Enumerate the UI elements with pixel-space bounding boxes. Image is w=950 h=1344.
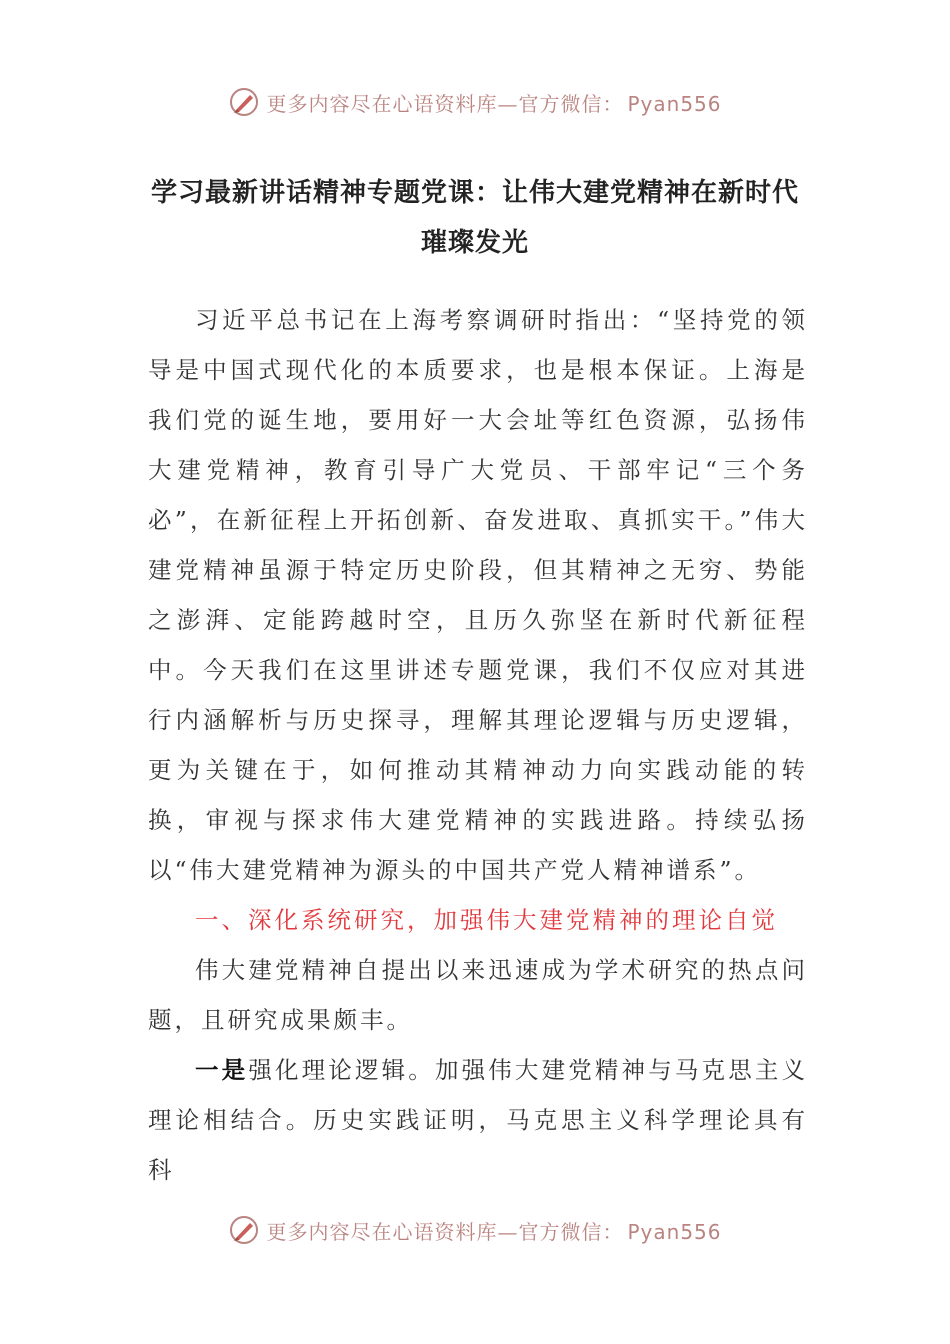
point-one-text: 强化理论逻辑。加强伟大建党精神与马克思主义理论相结合。历史实践证明，马克思主义科学理论具有科 xyxy=(148,1056,809,1184)
intro-paragraph: 习近平总书记在上海考察调研时指出：“坚持党的领导是中国式现代化的本质要求，也是根本保证。上海是我们党的诞生地，要用好一大会址等红色资源，弘扬伟大建党精神，教育引导广大党员、干部牢记“三个务必”，在新征程上开拓创新、奋发进取、真抓实干。”伟大建党精神虽源于特定历史阶段，但其精神之无穷、势能之澎湃、定能跨越时空，且历久弥坚在新时代新征程中。今天我们在这里讲述专题党课，我们不仅应对其进行内涵解析与历史探寻，理解其理论逻辑与历史逻辑，更为关键在于，如何推动其精神动力向实践动能的转换，审视与探求伟大建党精神的实践进路。持续弘扬以“伟大建党精神为源头的中国共产党人精神谱系”。 xyxy=(148,306,808,884)
section-heading: 一、深化系统研究，加强伟大建党精神的理论自觉 xyxy=(195,906,778,934)
document-title: 学习最新讲话精神专题党课：让伟大建党精神在新时代璀璨发光 xyxy=(150,178,799,258)
banner-text: 更多内容尽在心语资料库—官方微信： Pyan556 xyxy=(266,1219,722,1244)
watermark-banner-top xyxy=(0,82,950,122)
point-one-paragraph xyxy=(148,1045,808,1195)
watermark-banner-bottom xyxy=(0,1210,950,1250)
document-body xyxy=(148,295,808,1195)
pen-logo-icon xyxy=(228,86,260,118)
banner-text: 更多内容尽在心语资料库—官方微信： Pyan556 xyxy=(266,91,722,116)
pen-logo-icon xyxy=(228,1214,260,1246)
point-one-lead: 一是 xyxy=(195,1056,249,1084)
section-paragraph: 伟大建党精神自提出以来迅速成为学术研究的热点问题，且研究成果颇丰。 xyxy=(148,956,808,1034)
